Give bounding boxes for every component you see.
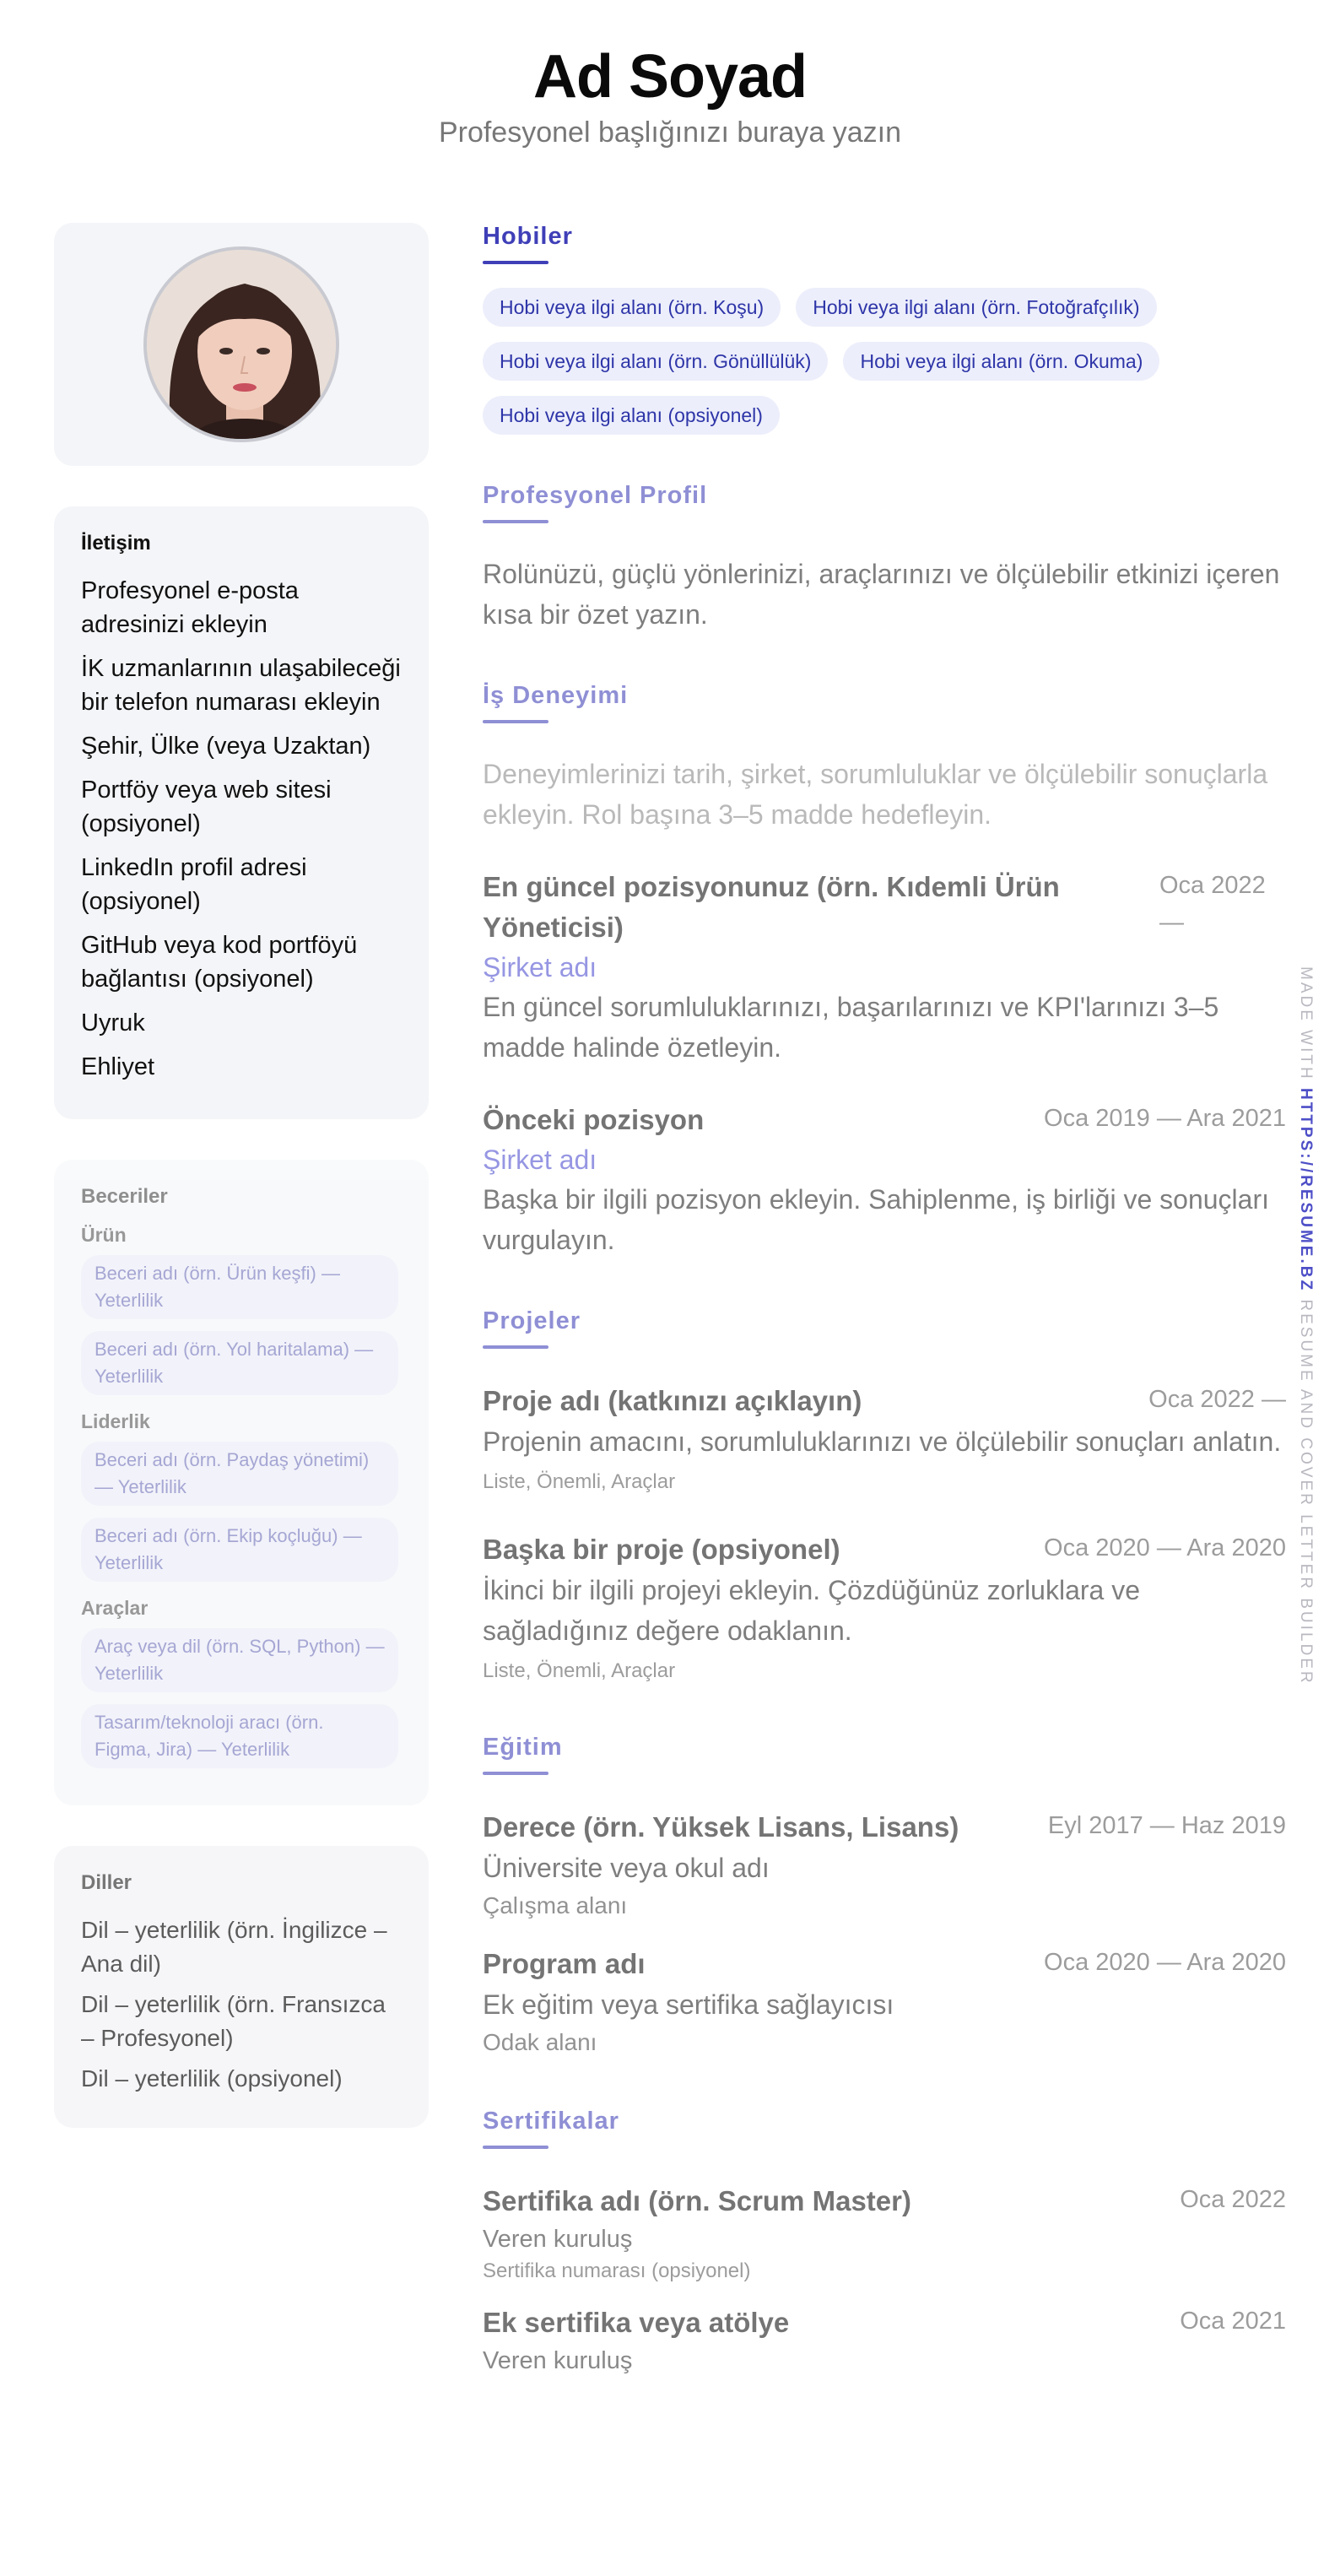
job-description: En güncel sorumluluklarınızı, başarılarınızı ve KPI'larınızı 3–5 madde halinde özetleyin. (483, 992, 1219, 1063)
section-rule (483, 720, 548, 723)
section-rule (483, 520, 548, 523)
certification-title: Ek sertifika veya atölye (483, 2307, 790, 2338)
experience-entry (483, 867, 1286, 1068)
certification-issuer: Veren kuruluş (483, 2347, 633, 2374)
project-description: İkinci bir ilgili projeyi ekleyin. Çözdüğünüz zorluklara ve sağladığınız değere odaklanın. (483, 1575, 1141, 1646)
company-name: Şirket adı (483, 952, 597, 982)
section-title-certifications: Sertifikalar (483, 2108, 619, 2135)
languages-card (54, 1846, 429, 2128)
job-title: En güncel pozisyonunuz (örn. Kıdemli Ürün Yöneticisi) (483, 871, 1060, 943)
experience-section (483, 682, 1286, 1260)
project-date: Oca 2020 — Ara 2020 (1044, 1534, 1286, 1561)
contact-linkedin: LinkedIn profil adresi (opsiyonel) (81, 854, 307, 915)
language-item: Dil – yeterlilik (örn. Fransızca – Profesyonel) (81, 1991, 386, 2051)
job-title: Önceki pozisyon (483, 1104, 705, 1135)
contact-website: Portföy veya web sitesi (opsiyonel) (81, 777, 332, 837)
profile-section (483, 482, 1286, 635)
skill-chip: Beceri adı (örn. Paydaş yönetimi) — Yeterlilik (81, 1442, 398, 1506)
main-column (483, 223, 1286, 2426)
contact-location: Şehir, Ülke (veya Uzaktan) (81, 733, 371, 760)
skill-group-title: Ürün (81, 1224, 127, 1246)
education-entry (483, 1807, 1286, 1924)
hobby-chip: Hobi veya ilgi alanı (örn. Fotoğrafçılık) (796, 288, 1156, 327)
certification-title: Sertifika adı (örn. Scrum Master) (483, 2185, 911, 2216)
certification-entry (483, 2181, 1286, 2286)
section-rule (483, 1772, 548, 1775)
project-entry (483, 1529, 1286, 1686)
education-section (483, 1734, 1286, 2060)
project-title: Başka bir proje (opsiyonel) (483, 1534, 840, 1565)
job-date: Oca 2022 — (1159, 872, 1266, 936)
section-rule (483, 1345, 548, 1349)
contact-nationality: Uyruk (81, 1009, 145, 1036)
sidebar (54, 223, 429, 2168)
experience-entry (483, 1100, 1286, 1260)
education-date: Eyl 2017 — Haz 2019 (1047, 1812, 1286, 1839)
contact-card (54, 506, 429, 1119)
hobby-chip: Hobi veya ilgi alanı (örn. Koşu) (483, 288, 781, 327)
languages-title: Diller (81, 1871, 132, 1894)
watermark-prefix: MADE WITH (1297, 966, 1315, 1081)
projects-section (483, 1307, 1286, 1686)
contact-email: Profesyonel e-posta adresinizi ekleyin (81, 577, 299, 638)
school-name: Üniversite veya okul adı (483, 1853, 770, 1883)
skills-card (54, 1160, 429, 1805)
resume-header (0, 44, 1340, 150)
skill-chip: Beceri adı (örn. Ekip koçluğu) — Yeterlilik (81, 1518, 398, 1582)
language-item: Dil – yeterlilik (opsiyonel) (81, 2065, 343, 2092)
profile-summary: Rolünüzü, güçlü yönlerinizi, araçlarınızı ve ölçülebilir etkinizi içeren kısa bir özet yazın. (483, 559, 1280, 630)
contact-github: GitHub veya kod portföyü bağlantısı (opsiyonel) (81, 932, 358, 993)
contact-phone: İK uzmanlarının ulaşabileceği bir telefon numarası ekleyin (81, 655, 401, 716)
school-name: Ek eğitim veya sertifika sağlayıcısı (483, 1989, 894, 2020)
language-item: Dil – yeterlilik (örn. İngilizce – Ana dil) (81, 1917, 387, 1977)
company-name: Şirket adı (483, 1145, 597, 1175)
project-tags: Liste, Önemli, Araçlar (483, 1470, 676, 1493)
job-description: Başka bir ilgili pozisyon ekleyin. Sahiplenme, iş birliği ve sonuçları vurgulayın. (483, 1184, 1269, 1255)
section-rule (483, 261, 548, 264)
person-name: Ad Soyad (532, 43, 808, 111)
watermark-suffix: RESUME AND COVER LETTER BUILDER (1297, 1299, 1315, 1686)
certification-date: Oca 2021 (1180, 2308, 1286, 2335)
hobby-chip: Hobi veya ilgi alanı (opsiyonel) (483, 396, 780, 435)
headline: Profesyonel başlığınızı buraya yazın (438, 116, 902, 149)
skill-group-title: Araçlar (81, 1597, 149, 1619)
section-title-hobbies: Hobiler (483, 223, 573, 250)
education-date: Oca 2020 — Ara 2020 (1044, 1949, 1286, 1976)
section-rule (483, 2146, 548, 2149)
project-title: Proje adı (katkınızı açıklayın) (483, 1385, 862, 1416)
section-title-profile: Profesyonel Profil (483, 482, 708, 509)
skills-title: Beceriler (81, 1185, 168, 1208)
skill-chip: Beceri adı (örn. Yol haritalama) — Yeterlilik (81, 1331, 398, 1395)
project-entry (483, 1381, 1286, 1497)
certification-entry (483, 2303, 1286, 2378)
study-field: Odak alanı (483, 2029, 597, 2055)
certification-number: Sertifika numarası (opsiyonel) (483, 2259, 751, 2282)
contact-license: Ehliyet (81, 1053, 155, 1080)
section-title-education: Eğitim (483, 1734, 563, 1761)
watermark (1296, 966, 1315, 1686)
skill-chip: Tasarım/teknoloji aracı (örn. Figma, Jira) — Yeterlilik (81, 1704, 398, 1768)
section-title-projects: Projeler (483, 1307, 581, 1334)
degree-title: Program adı (483, 1948, 646, 1979)
photo-card (54, 223, 429, 466)
project-description: Projenin amacını, sorumluluklarınızı ve ölçülebilir sonuçları anlatın. (483, 1426, 1282, 1457)
project-tags: Liste, Önemli, Araçlar (483, 1659, 676, 1682)
contact-title: İletişim (81, 532, 151, 555)
hobby-chip: Hobi veya ilgi alanı (örn. Gönüllülük) (483, 342, 828, 381)
section-title-experience: İş Deneyimi (483, 682, 629, 709)
avatar (143, 246, 339, 442)
skill-chip: Beceri adı (örn. Ürün keşfi) — Yeterlilik (81, 1255, 398, 1319)
hobby-chips (483, 288, 1286, 435)
watermark-link[interactable]: HTTPS://RESUME.BZ (1297, 1088, 1315, 1293)
certification-issuer: Veren kuruluş (483, 2226, 633, 2253)
hobby-chip: Hobi veya ilgi alanı (örn. Okuma) (843, 342, 1159, 381)
job-date: Oca 2019 — Ara 2021 (1044, 1105, 1286, 1132)
experience-intro: Deneyimlerinizi tarih, şirket, sorumluluklar ve ölçülebilir sonuçlarla ekleyin. Rol başına 3–5 madde hedefleyin. (483, 759, 1268, 830)
hobbies-section (483, 223, 1286, 435)
project-date: Oca 2022 — (1148, 1386, 1286, 1413)
certification-date: Oca 2022 (1180, 2186, 1286, 2213)
skill-chip: Araç veya dil (örn. SQL, Python) — Yeterlilik (81, 1628, 398, 1692)
skill-group-title: Liderlik (81, 1410, 150, 1432)
study-field: Çalışma alanı (483, 1892, 628, 1918)
certifications-section (483, 2108, 1286, 2378)
education-entry (483, 1944, 1286, 2060)
degree-title: Derece (örn. Yüksek Lisans, Lisans) (483, 1811, 959, 1843)
